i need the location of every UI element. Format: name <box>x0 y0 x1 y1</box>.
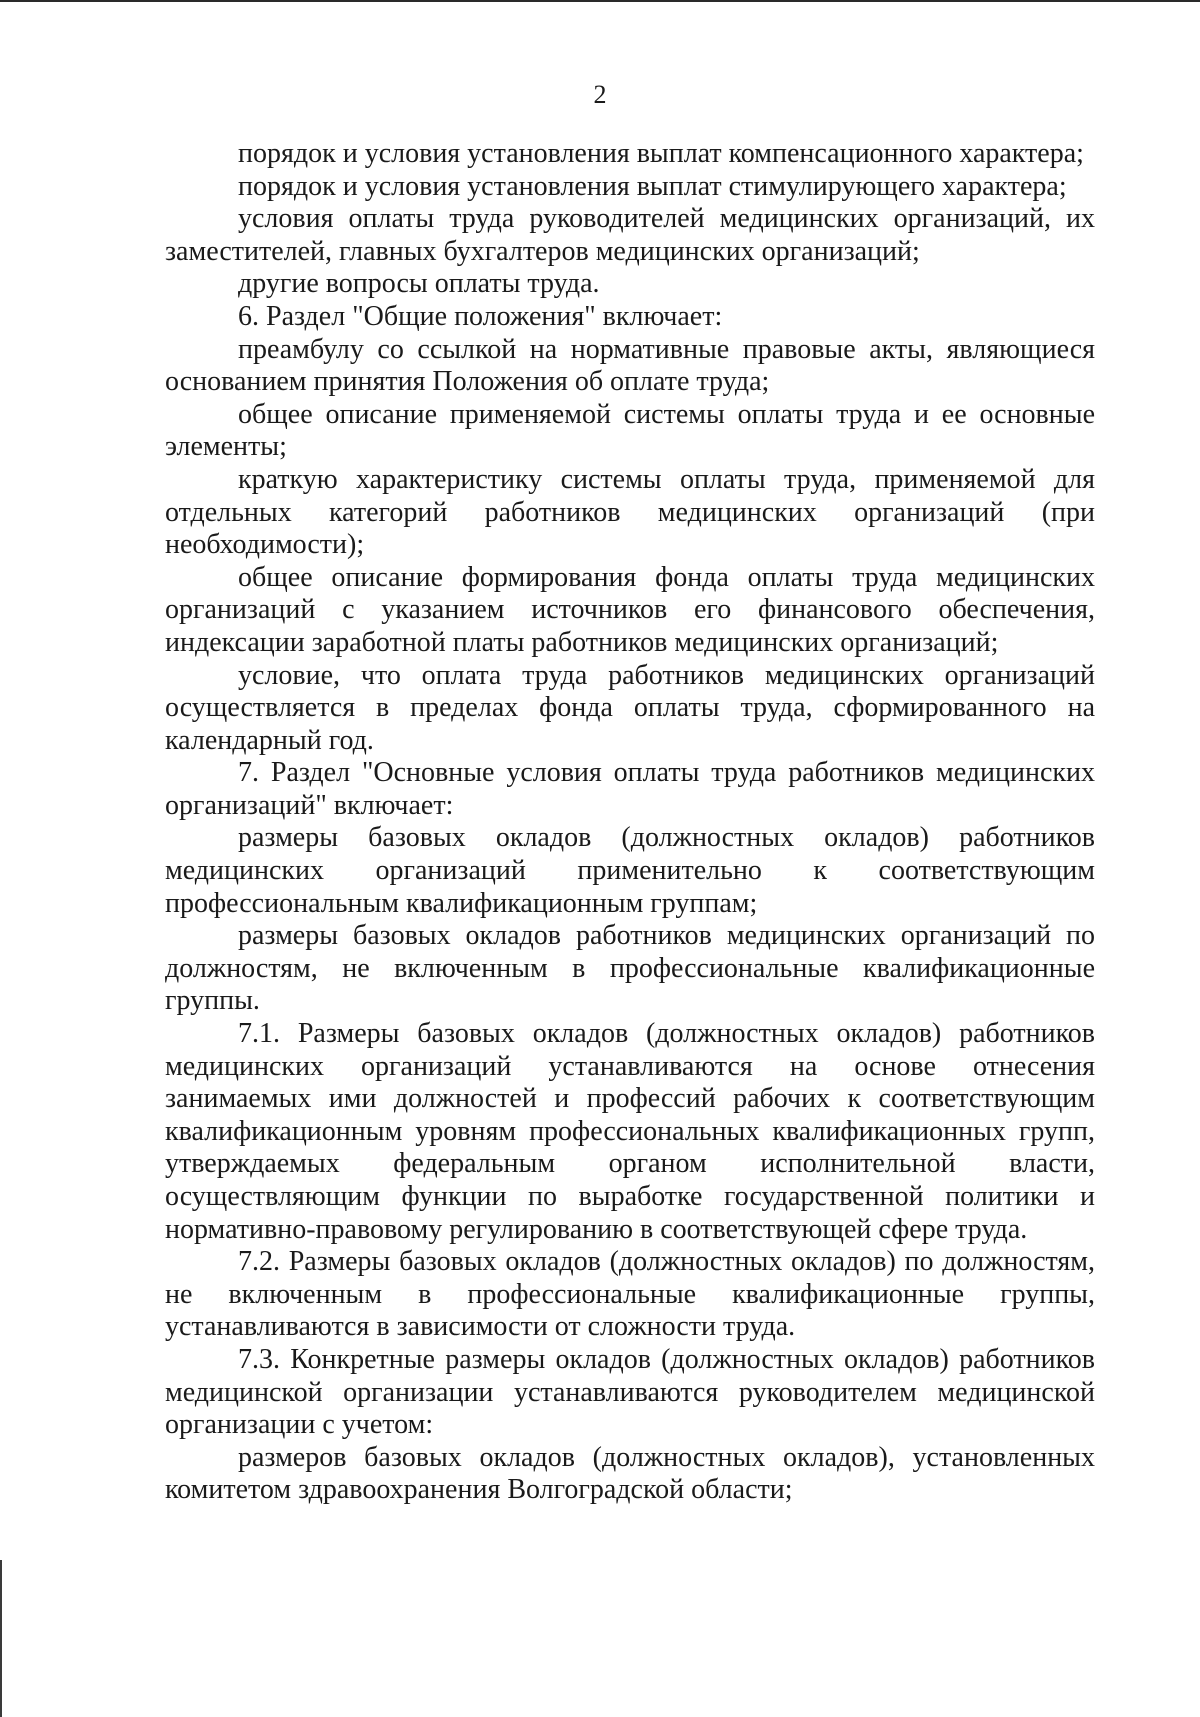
paragraph: условие, что оплата труда работников медицинских организаций осуществляется в пределах фонда оплаты труда, сформированного на календарный год. <box>165 659 1095 756</box>
paragraph: 7.1. Размеры базовых окладов (должностных окладов) работников медицинских организаций устанавливаются на основе отнесения занимаемых ими должностей и профессий рабочих к соответствующим квалификационным уровням профессиональных квалификационных групп, утверждаемых федеральным органом исполнительной власти, осуществляющим функции по выработке государственной политики и нормативно-правовому регулированию в соответствующей сфере труда. <box>165 1018 1095 1245</box>
paragraph: краткую характеристику системы оплаты труда, применяемой для отдельных категорий работников медицинских организаций (при необходимости); <box>165 463 1095 561</box>
paragraph: 7. Раздел "Основные условия оплаты труда работников медицинских организаций" включает: <box>165 757 1095 821</box>
paragraph: порядок и условия установления выплат компенсационного характера; <box>238 138 1084 169</box>
page-number: 2 <box>593 80 607 109</box>
scan-edge-line <box>0 1560 2 1717</box>
top-border-line <box>0 0 1200 2</box>
paragraph: порядок и условия установления выплат стимулирующего характера; <box>238 170 1067 202</box>
paragraph: 6. Раздел "Общие положения" включает: <box>238 300 723 332</box>
paragraph: преамбулу со ссылкой на нормативные правовые акты, являющиеся основанием принятия Положения об оплате труда; <box>165 333 1095 398</box>
paragraph: другие вопросы оплаты труда. <box>238 268 600 300</box>
paragraph: 7.3. Конкретные размеры окладов (должностных окладов) работников медицинской организации устанавливаются руководителем медицинской организации с учетом: <box>165 1343 1095 1441</box>
paragraph: размеров базовых окладов (должностных окладов), установленных комитетом здравоохранения Волгоградской области; <box>165 1441 1095 1506</box>
paragraph: условия оплаты труда руководителей медицинских организаций, их заместителей, главных бухгалтеров медицинских организаций; <box>165 203 1095 267</box>
paragraph: 7.2. Размеры базовых окладов (должностных окладов) по должностям, не включенным в профессиональные квалификационные группы, устанавливаются в зависимости от сложности труда. <box>165 1246 1095 1343</box>
document-body <box>165 138 1095 1507</box>
paragraph: общее описание применяемой системы оплаты труда и ее основные элементы; <box>165 398 1095 463</box>
paragraph: размеры базовых окладов работников медицинских организаций по должностям, не включенным в профессиональные квалификационные группы. <box>165 920 1095 1017</box>
paragraph: размеры базовых окладов (должностных окладов) работников медицинских организаций применительно к соответствующим профессиональным квалификационным группам; <box>165 822 1095 919</box>
paragraph: общее описание формирования фонда оплаты труда медицинских организаций с указанием источников его финансового обеспечения, индексации заработной платы работников медицинских организаций; <box>165 561 1095 658</box>
